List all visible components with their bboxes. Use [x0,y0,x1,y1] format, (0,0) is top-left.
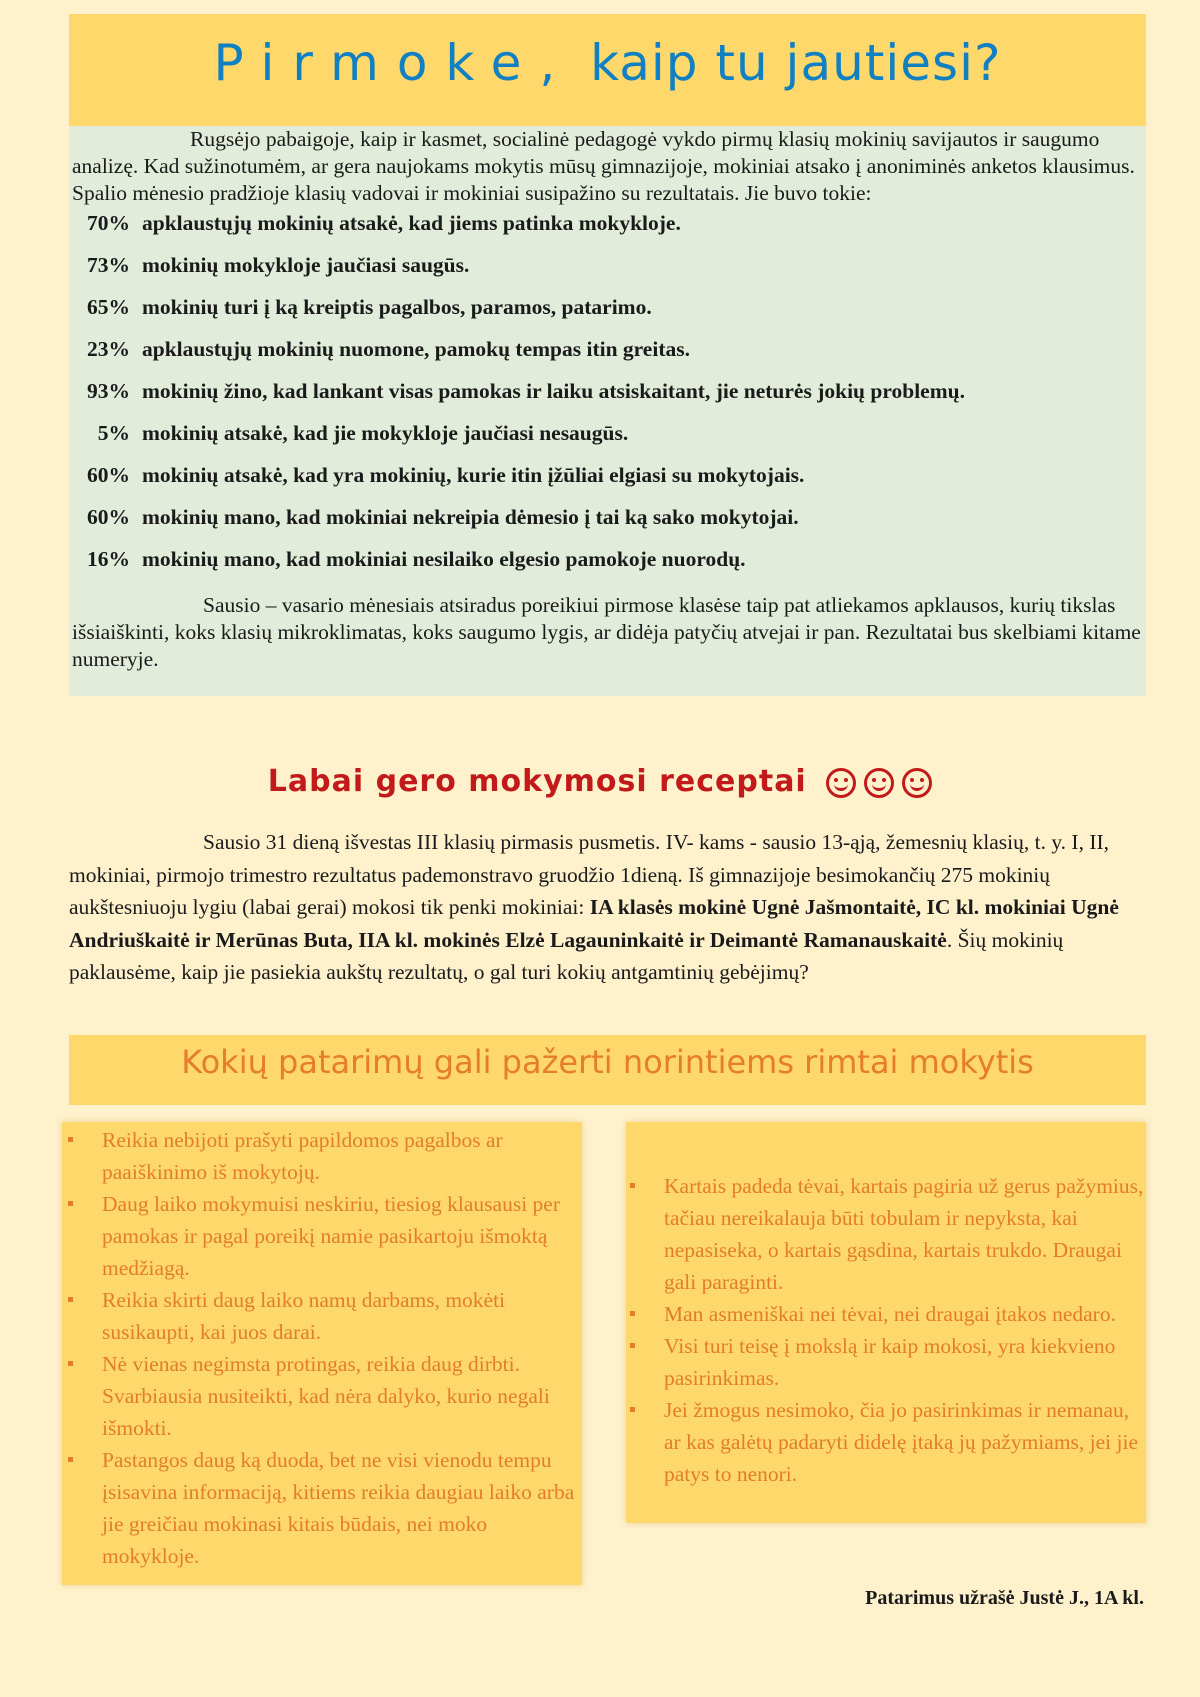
advice-box-left [62,1122,582,1585]
author-signature: Patarimus užrašė Justė J., 1A kl. [865,1587,1144,1609]
stat-text: apklaustųjų mokinių nuomone, pamokų tempas itin greitas. [142,337,690,361]
section-body [69,826,1146,989]
advice-item: Kartais padeda tėvai, kartais pagiria už gerus pažymius, tačiau nereikalauja būti tobulam ir nepyksta, kai nepasiseka, o kartais gąsdina, kartais trukdo. Draugai gali paraginti. [626,1170,1146,1298]
advice-list-left [62,1122,582,1572]
advice-heading: Kokių patarimų gali pažerti norintiems rimtai mokytis [181,1043,1034,1081]
stat-text: mokinių mano, kad mokiniai nekreipia dėmesio į tai ką sako mokytojai. [142,505,799,529]
stat-percent: 60% [87,505,130,529]
stat-percent: 23% [87,337,130,361]
stat-text: mokinių žino, kad lankant visas pamokas ir laiku atsiskaitant, jie neturės jokių problemų. [142,379,965,403]
advice-item: Nė vienas negimsta protingas, reikia daug dirbti. Svarbiausia nusiteikti, kad nėra dalyko, kurio negali išmokti. [64,1348,582,1444]
stat-text: mokinių mokykloje jaučiasi saugūs. [142,253,470,277]
stat-text: apklaustųjų mokinių atsakė, kad jiems patinka mokykloje. [142,211,681,235]
stat-text: mokinių mano, kad mokiniai nesilaiko elgesio pamokoje nuorodų. [142,547,746,571]
stat-item [69,504,1146,546]
advice-item: Man asmeniškai nei tėvai, nei draugai įtakos nedaro. [626,1298,1146,1330]
advice-list-right [626,1122,1146,1490]
section-title [0,764,1200,799]
smiley-icon [902,768,932,798]
section-paragraph-start: Sausio 31 dieną išvestas III klasių pirmasis pusmetis. IV- kams - sausio 13-ąją, žemesnių klasių, t. y. I, II, mokiniai, pirmojo trimestro rezultatus pademonstravo gruodžio 1dieną. Iš gimnazijoje besimokančių 275 mokinių aukštesniuoju lygiu (labai gerai) mokosi tik penki mokiniai: [69,830,1110,919]
section-paragraph-end: . Šių mokinių paklausėme, kaip jie pasiekia aukštų rezultatų, o gal turi kokių antgamtinių gebėjimų? [69,927,1064,984]
page-title-first-word: Pirmoke, [213,34,574,92]
stat-item [69,378,1146,420]
stat-item [69,546,1146,588]
smiley-icon [864,768,894,798]
advice-item: Visi turi teisę į mokslą ir kaip mokosi, yra kiekvieno pasirinkimas. [626,1330,1146,1394]
stat-percent: 16% [87,547,130,571]
survey-panel [69,126,1146,696]
stat-item [69,252,1146,294]
stat-item [69,420,1146,462]
stat-item [69,462,1146,504]
advice-item: Daug laiko mokymuisi neskiriu, tiesiog klausausi per pamokas ir pagal poreikį namie pasikartoju išmoktą medžiagą. [64,1188,582,1284]
advice-item: Pastangos daug ką duoda, bet ne visi vienodu tempu įsisavina informaciją, kitiems reikia daugiau laiko arba jie greičiau mokinasi kitais būdais, nei moko mokykloje. [64,1444,582,1572]
stat-text: mokinių atsakė, kad yra mokinių, kurie itin įžūliai elgiasi su mokytojais. [142,463,805,487]
stat-text: mokinių atsakė, kad jie mokykloje jaučiasi nesaugūs. [142,421,629,445]
survey-intro: Rugsėjo pabaigoje, kaip ir kasmet, socialinė pedagogė vykdo pirmų klasių mokinių savijautos ir saugumo analizę. Kad sužinotumėm, ar gera naujokams mokytis mūsų gimnazijoje, mokiniai atsako į anoniminės anketos klausimus. Spalio mėnesio pradžioje klasių vadovai ir mokiniai susipažino su rezultatais. Jie buvo tokie: [72,127,1135,205]
top-students: IA klasės mokinė Ugnė Jašmontaitė, IC kl. mokiniai Ugnė Andriuškaitė ir Merūnas Buta, IIA kl. mokinės Elzė Lagauninkaitė ir Deimantė Ramanauskaitė [69,895,1119,952]
page-title [69,14,1146,92]
title-banner [69,14,1146,126]
stat-percent: 93% [87,379,130,403]
survey-stats-list [69,210,1146,588]
advice-box-right [626,1122,1146,1523]
stat-item [69,294,1146,336]
advice-item: Reikia skirti daug laiko namų darbams, mokėti susikaupti, kai juos darai. [64,1284,582,1348]
smiley-icon [826,768,856,798]
advice-item: Reikia nebijoti prašyti papildomos pagalbos ar paaiškinimo iš mokytojų. [64,1124,582,1188]
stat-percent: 70% [87,211,130,235]
stat-percent: 65% [87,295,130,319]
stat-percent: 60% [87,463,130,487]
section-title-text: Labai gero mokymosi receptai [267,764,807,799]
page-title-rest: kaip tu jautiesi? [573,34,1002,92]
stat-text: mokinių turi į ką kreiptis pagalbos, paramos, patarimo. [142,295,652,319]
stat-percent: 73% [87,253,130,277]
stat-item [69,336,1146,378]
advice-item: Jei žmogus nesimoko, čia jo pasirinkimas ir nemanau, ar kas galėtų padaryti didelę įtaką jų pažymiams, jei jie patys to nenori. [626,1394,1146,1490]
advice-heading-banner [69,1035,1146,1105]
survey-closing: Sausio – vasario mėnesiais atsiradus poreikiui pirmose klasėse taip pat atliekamos apklausos, kurių tikslas išsiaiškinti, koks klasių mikroklimatas, koks saugumo lygis, ar didėja patyčių atvejai ir pan. Rezultatai bus skelbiami kitame numeryje. [72,593,1141,671]
stat-item [69,210,1146,252]
stat-percent: 5% [97,421,130,445]
section-paragraph [69,826,1146,989]
